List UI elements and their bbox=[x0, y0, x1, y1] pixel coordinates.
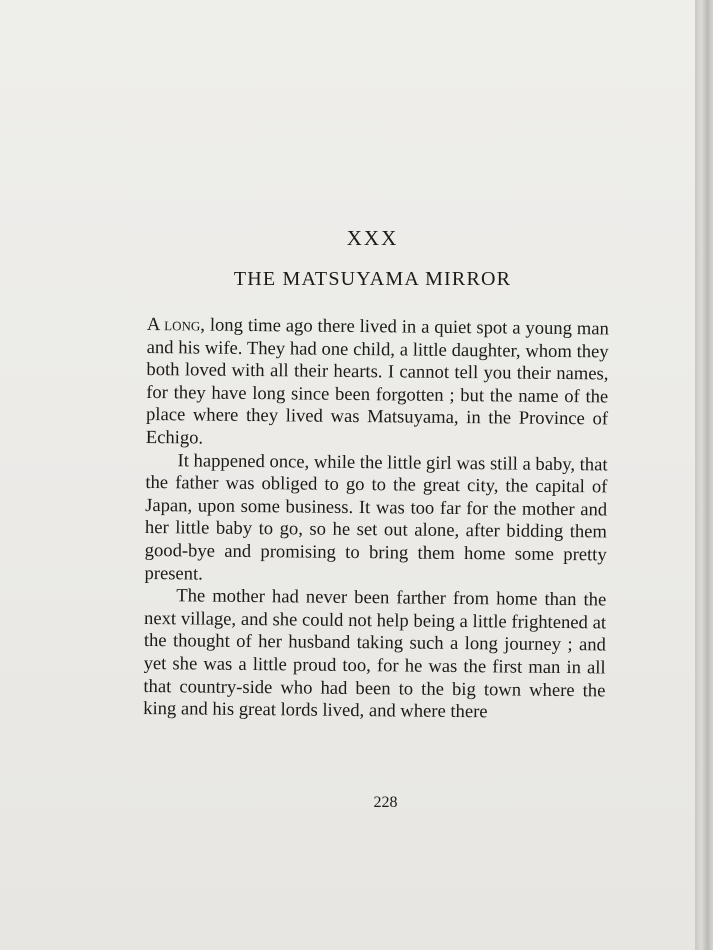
paragraph-1 bbox=[146, 314, 609, 454]
chapter-number: XXX bbox=[346, 226, 399, 250]
paragraph-3: The mother had never been farther from home than the next village, and she could not help being a little frightened at the thought of her husband taking such a long journey ; and yet she was a little proud too, for he was the first man in all that country-side who had been to the big town where the king and his great lords lived, and where there bbox=[143, 585, 607, 723]
opening-initial: A bbox=[146, 314, 160, 336]
body-text bbox=[143, 314, 609, 725]
paragraph-2: It happened once, while the little girl was still a baby, that the father was obliged to go to the great city, the capital of Japan, upon some business. It was too far for the mother and her little baby to go, so he set out alone, after bidding them good-bye and promising to bring them home some pretty present. bbox=[144, 449, 608, 585]
opening-smallcaps: long bbox=[164, 314, 201, 336]
chapter-title: THE MATSUYAMA MIRROR bbox=[233, 268, 512, 290]
paragraph-1-text: , long time ago there lived in a quiet spot a young man and his wife. They had one child, a little daughter, whom they both loved with all their hearts. I cannot tell you their names, for they have long since been forgotten ; but the name of the place where they lived was Matsuyama, in the Province of Echigo. bbox=[145, 314, 609, 449]
book-spine-edge bbox=[695, 0, 713, 950]
page-number: 228 bbox=[373, 794, 398, 811]
